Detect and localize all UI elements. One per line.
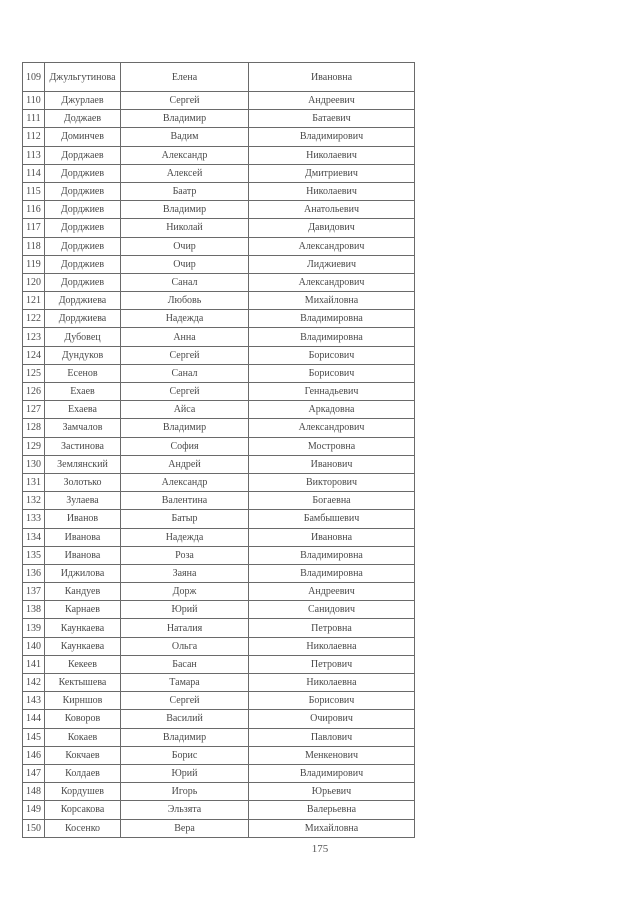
first-name-cell: Батыр [121,510,249,528]
last-name-cell: Кекеев [45,655,121,673]
table-row [23,455,415,473]
table-row [23,201,415,219]
first-name-cell: Басан [121,655,249,673]
row-number-cell: 128 [23,419,45,437]
first-name-cell: Борис [121,746,249,764]
table-row [23,746,415,764]
patronymic-cell: Ивановна [249,528,415,546]
name-list-table [22,62,415,838]
table-row [23,510,415,528]
table-row [23,601,415,619]
last-name-cell: Есенов [45,364,121,382]
last-name-cell: Кокаев [45,728,121,746]
patronymic-cell: Валерьевна [249,801,415,819]
table-row [23,801,415,819]
row-number-cell: 148 [23,783,45,801]
row-number-cell: 127 [23,401,45,419]
row-number-cell: 141 [23,655,45,673]
first-name-cell: Александр [121,146,249,164]
patronymic-cell: Юрьевич [249,783,415,801]
last-name-cell: Кектышева [45,674,121,692]
table-row [23,255,415,273]
patronymic-cell: Менкенович [249,746,415,764]
patronymic-cell: Владимирович [249,764,415,782]
table-row [23,764,415,782]
last-name-cell: Дорджиев [45,255,121,273]
table-row [23,63,415,92]
row-number-cell: 109 [23,63,45,92]
patronymic-cell: Андреевич [249,583,415,601]
row-number-cell: 135 [23,546,45,564]
table-row [23,92,415,110]
row-number-cell: 123 [23,328,45,346]
patronymic-cell: Анатольевич [249,201,415,219]
patronymic-cell: Борисович [249,364,415,382]
row-number-cell: 122 [23,310,45,328]
table-row [23,164,415,182]
patronymic-cell: Бамбышевич [249,510,415,528]
last-name-cell: Корсакова [45,801,121,819]
first-name-cell: Дорж [121,583,249,601]
patronymic-cell: Владимирович [249,128,415,146]
table-row [23,419,415,437]
row-number-cell: 142 [23,674,45,692]
table-row [23,674,415,692]
row-number-cell: 150 [23,819,45,837]
first-name-cell: Заяна [121,564,249,582]
table-row [23,364,415,382]
last-name-cell: Дорджаев [45,146,121,164]
patronymic-cell: Борисович [249,692,415,710]
last-name-cell: Зулаева [45,492,121,510]
patronymic-cell: Михайловна [249,292,415,310]
patronymic-cell: Петровна [249,619,415,637]
last-name-cell: Карнаев [45,601,121,619]
row-number-cell: 149 [23,801,45,819]
row-number-cell: 124 [23,346,45,364]
last-name-cell: Кандуев [45,583,121,601]
row-number-cell: 145 [23,728,45,746]
table-row [23,328,415,346]
last-name-cell: Дорджиев [45,237,121,255]
patronymic-cell: Александрович [249,419,415,437]
patronymic-cell: Санидович [249,601,415,619]
first-name-cell: Сергей [121,383,249,401]
first-name-cell: Сергей [121,92,249,110]
row-number-cell: 125 [23,364,45,382]
row-number-cell: 130 [23,455,45,473]
table-row [23,492,415,510]
row-number-cell: 147 [23,764,45,782]
last-name-cell: Дундуков [45,346,121,364]
table-row [23,401,415,419]
last-name-cell: Кирншов [45,692,121,710]
patronymic-cell: Николаевич [249,146,415,164]
row-number-cell: 113 [23,146,45,164]
row-number-cell: 132 [23,492,45,510]
patronymic-cell: Александрович [249,237,415,255]
last-name-cell: Дорджиев [45,273,121,291]
first-name-cell: Владимир [121,728,249,746]
first-name-cell: Любовь [121,292,249,310]
first-name-cell: Андрей [121,455,249,473]
row-number-cell: 116 [23,201,45,219]
table-row [23,710,415,728]
first-name-cell: София [121,437,249,455]
first-name-cell: Надежда [121,528,249,546]
first-name-cell: Сергей [121,692,249,710]
page-number: 175 [311,843,329,855]
first-name-cell: Ольга [121,637,249,655]
row-number-cell: 146 [23,746,45,764]
last-name-cell: Дорджиев [45,201,121,219]
patronymic-cell: Михайловна [249,819,415,837]
table-row [23,437,415,455]
first-name-cell: Валентина [121,492,249,510]
patronymic-cell: Аркадовна [249,401,415,419]
last-name-cell: Ехаев [45,383,121,401]
row-number-cell: 110 [23,92,45,110]
table-row [23,346,415,364]
first-name-cell: Санал [121,273,249,291]
last-name-cell: Землянский [45,455,121,473]
table-row [23,128,415,146]
last-name-cell: Коворов [45,710,121,728]
row-number-cell: 138 [23,601,45,619]
row-number-cell: 131 [23,473,45,491]
patronymic-cell: Владимировна [249,310,415,328]
last-name-cell: Дорджиев [45,219,121,237]
name-list-table-wrapper [22,62,414,838]
patronymic-cell: Александрович [249,273,415,291]
last-name-cell: Джульгутинова [45,63,121,92]
first-name-cell: Анна [121,328,249,346]
table-row [23,783,415,801]
first-name-cell: Владимир [121,201,249,219]
row-number-cell: 126 [23,383,45,401]
patronymic-cell: Николаевна [249,674,415,692]
table-row [23,692,415,710]
last-name-cell: Замчалов [45,419,121,437]
last-name-cell: Иванова [45,528,121,546]
row-number-cell: 121 [23,292,45,310]
table-row [23,546,415,564]
patronymic-cell: Давидович [249,219,415,237]
row-number-cell: 139 [23,619,45,637]
first-name-cell: Юрий [121,764,249,782]
last-name-cell: Доджаев [45,110,121,128]
table-row [23,219,415,237]
first-name-cell: Наталия [121,619,249,637]
table-row [23,310,415,328]
patronymic-cell: Геннадьевич [249,383,415,401]
last-name-cell: Колдаев [45,764,121,782]
table-row [23,728,415,746]
patronymic-cell: Петрович [249,655,415,673]
row-number-cell: 115 [23,182,45,200]
first-name-cell: Эльзята [121,801,249,819]
table-row [23,528,415,546]
last-name-cell: Иванова [45,546,121,564]
table-row [23,583,415,601]
table-row [23,182,415,200]
last-name-cell: Дорджиева [45,310,121,328]
first-name-cell: Николай [121,219,249,237]
patronymic-cell: Николаевна [249,637,415,655]
row-number-cell: 136 [23,564,45,582]
first-name-cell: Надежда [121,310,249,328]
last-name-cell: Дорджиев [45,182,121,200]
last-name-cell: Иванов [45,510,121,528]
last-name-cell: Дорджиев [45,164,121,182]
last-name-cell: Доминчев [45,128,121,146]
first-name-cell: Очир [121,255,249,273]
table-row [23,564,415,582]
table-row [23,383,415,401]
table-row [23,237,415,255]
row-number-cell: 129 [23,437,45,455]
row-number-cell: 119 [23,255,45,273]
first-name-cell: Алексей [121,164,249,182]
row-number-cell: 117 [23,219,45,237]
table-body [23,63,415,838]
last-name-cell: Кордушев [45,783,121,801]
last-name-cell: Каункаева [45,619,121,637]
table-row [23,273,415,291]
first-name-cell: Сергей [121,346,249,364]
patronymic-cell: Владимировна [249,328,415,346]
table-row [23,110,415,128]
last-name-cell: Иджилова [45,564,121,582]
row-number-cell: 120 [23,273,45,291]
table-row [23,473,415,491]
row-number-cell: 118 [23,237,45,255]
row-number-cell: 140 [23,637,45,655]
last-name-cell: Дубовец [45,328,121,346]
first-name-cell: Роза [121,546,249,564]
patronymic-cell: Владимировна [249,546,415,564]
table-row [23,637,415,655]
first-name-cell: Вадим [121,128,249,146]
last-name-cell: Косенко [45,819,121,837]
row-number-cell: 144 [23,710,45,728]
row-number-cell: 143 [23,692,45,710]
last-name-cell: Ехаева [45,401,121,419]
patronymic-cell: Николаевич [249,182,415,200]
table-row [23,146,415,164]
patronymic-cell: Борисович [249,346,415,364]
first-name-cell: Владимир [121,419,249,437]
table-row [23,292,415,310]
patronymic-cell: Очирович [249,710,415,728]
first-name-cell: Тамара [121,674,249,692]
last-name-cell: Джурлаев [45,92,121,110]
patronymic-cell: Мостровна [249,437,415,455]
row-number-cell: 133 [23,510,45,528]
last-name-cell: Каункаева [45,637,121,655]
patronymic-cell: Батаевич [249,110,415,128]
first-name-cell: Владимир [121,110,249,128]
patronymic-cell: Иванович [249,455,415,473]
last-name-cell: Золотько [45,473,121,491]
first-name-cell: Василий [121,710,249,728]
row-number-cell: 112 [23,128,45,146]
table-row [23,819,415,837]
row-number-cell: 134 [23,528,45,546]
table-row [23,619,415,637]
patronymic-cell: Дмитриевич [249,164,415,182]
first-name-cell: Вера [121,819,249,837]
first-name-cell: Санал [121,364,249,382]
patronymic-cell: Викторович [249,473,415,491]
row-number-cell: 137 [23,583,45,601]
first-name-cell: Елена [121,63,249,92]
last-name-cell: Кокчаев [45,746,121,764]
first-name-cell: Юрий [121,601,249,619]
patronymic-cell: Владимировна [249,564,415,582]
first-name-cell: Очир [121,237,249,255]
patronymic-cell: Ивановна [249,63,415,92]
row-number-cell: 111 [23,110,45,128]
patronymic-cell: Андреевич [249,92,415,110]
first-name-cell: Игорь [121,783,249,801]
row-number-cell: 114 [23,164,45,182]
first-name-cell: Александр [121,473,249,491]
patronymic-cell: Богаевна [249,492,415,510]
last-name-cell: Застинова [45,437,121,455]
first-name-cell: Айса [121,401,249,419]
patronymic-cell: Павлович [249,728,415,746]
last-name-cell: Дорджиева [45,292,121,310]
first-name-cell: Баатр [121,182,249,200]
patronymic-cell: Лиджиевич [249,255,415,273]
table-row [23,655,415,673]
